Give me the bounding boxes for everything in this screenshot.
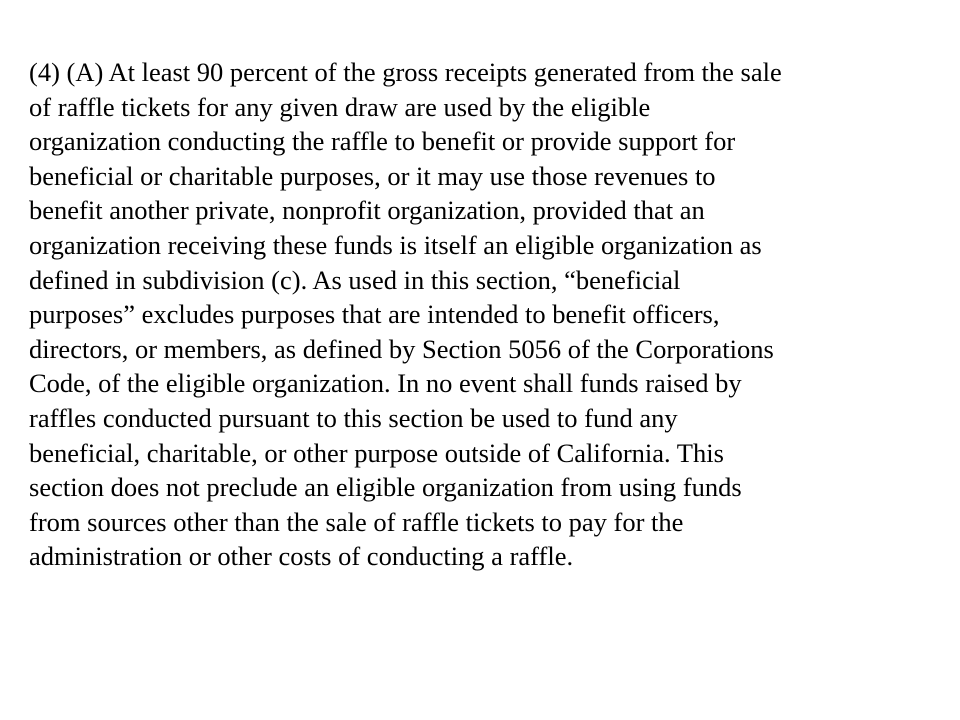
paragraph-line: section does not preclude an eligible organization from using funds (29, 472, 742, 503)
paragraph-line: Code, of the eligible organization. In no event shall funds raised by (29, 368, 742, 399)
paragraph-line: administration or other costs of conducting a raffle. (29, 541, 574, 572)
paragraph-line: organization receiving these funds is itself an eligible organization as (29, 229, 762, 260)
paragraph-line: benefit another private, nonprofit organization, provided that an (29, 195, 705, 226)
paragraph-line: of raffle tickets for any given draw are used by the eligible (29, 91, 651, 122)
paragraph-line: defined in subdivision (c). As used in this section, “beneficial (29, 264, 681, 295)
statute-paragraph (29, 55, 949, 574)
paragraph-line: beneficial or charitable purposes, or it may use those revenues to (29, 160, 716, 191)
paragraph-line: raffles conducted pursuant to this section be used to fund any (29, 402, 678, 433)
paragraph-line: organization conducting the raffle to benefit or provide support for (29, 126, 736, 157)
paragraph-line: directors, or members, as defined by Section 5056 of the Corporations (29, 333, 774, 364)
paragraph-line: from sources other than the sale of raffle tickets to pay for the (29, 506, 684, 537)
paragraph-line: (4) (A) At least 90 percent of the gross receipts generated from the sale (29, 57, 782, 87)
paragraph-line: beneficial, charitable, or other purpose outside of California. This (29, 437, 724, 468)
paragraph-line: purposes” excludes purposes that are intended to benefit officers, (29, 299, 720, 330)
